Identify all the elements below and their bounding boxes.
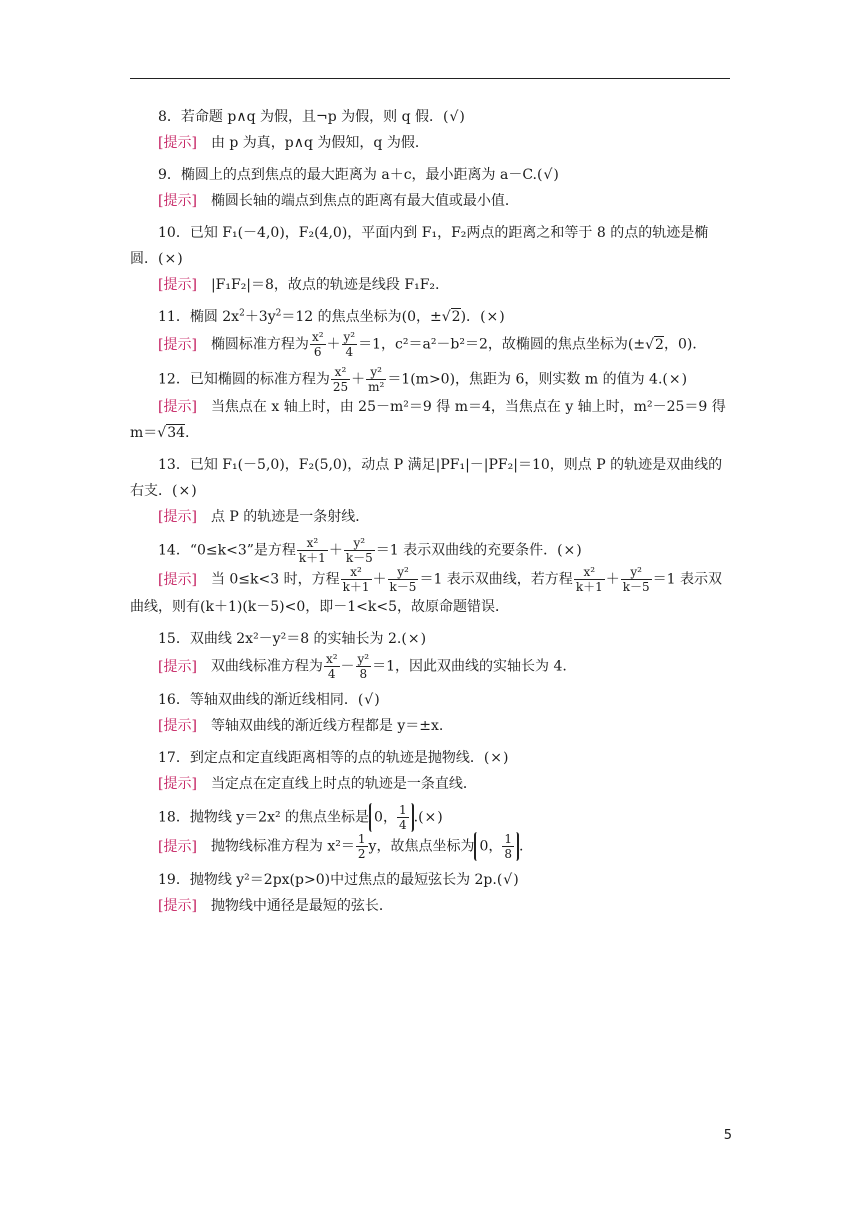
question-text: 19．抛物线 y²＝2px(p>0)中过焦点的最短弦长为 2p. [158,872,497,888]
question-15: 15．双曲线 2x²－y²＝8 的实轴长为 2.(×) [提示] 双曲线标准方程为 $\frac{\text{x²}}{4}$ － $\frac{\text{y²}}{8}$ ＝1，因此双曲线的实轴长为 4. [158,631,567,681]
sqrt-symbol: √2 [645,336,664,353]
question-text: 11．椭圆 2x [158,309,240,325]
hint-text: 由 p 为真，p∧q 为假知，q 为假． [210,135,429,151]
hint-label: [提示] [158,658,197,675]
hint-label: [提示] [158,776,197,792]
hint-label: [提示] [158,838,197,855]
fraction: $\frac{\text{y²}}{8}$ [357,652,370,681]
judgement-mark: (×) [483,750,510,766]
question-text: 13．已知 F₁(－5,0)，F₂(5,0)，动点 P 满足|PF₁|－|PF₂|＝10，则点 P 的轨迹是双曲线的右支． [130,457,723,499]
question-8 [130,104,730,156]
hint-text: ＝1 表示双 [652,571,723,588]
question-18: 18．抛物线 y＝2x² 的焦点坐标是 0， $\frac{1}{4}$ .(×) [提示] 抛物线标准方程为 x²＝ $\frac{1}{2}$ y，故焦点坐标为 0， $\frac{1}{8}$ . [158,803,524,861]
document-body [130,98,730,919]
hint-text: 抛物线标准方程为 x²＝ [210,838,355,855]
hint-text: 双曲线标准方程为 [210,658,323,675]
hint-text: y，故焦点坐标为 [368,838,475,855]
hint-text: ＝1，因此双曲线的实轴长为 4. [372,658,567,675]
question-17 [130,745,730,797]
hint-text: ＝1 表示双曲线，若方程 [419,571,573,588]
question-text: ＝1(m>0)，焦距为 6，则实数 m 的值为 4. [387,371,663,388]
question-19 [130,867,730,919]
question-text: )． [460,309,481,325]
hint-text: 点 P 的轨迹是一条射线． [210,509,370,525]
judgement-mark: (×) [158,251,184,267]
question-text: 14．“0≤k<3”是方程 [158,542,296,559]
fraction: $\frac{\text{x²}}{k+1}$ [342,565,370,594]
judgement-mark: (×) [172,483,198,499]
bracket-expression: 0， $\frac{1}{4}$ [369,803,414,832]
hint-text: 等轴双曲线的渐近线方程都是 y＝±x. [210,718,444,734]
judgement-mark: (√) [496,872,520,888]
fraction: $\frac{\text{y²}}{4}$ [343,330,356,359]
fraction: $\frac{1}{2}$ [357,832,366,861]
question-text: 17．到定点和定直线距离相等的点的轨迹是抛物线． [158,750,484,766]
hint-text: 当 0≤k<3 时，方程 [210,571,340,588]
hint-text: 抛物线中通径是最短的弦长． [210,898,393,914]
hint-text: 当焦点在 x 轴上时，由 25－m²＝9 得 m＝4，当焦点在 y 轴上时，m²－25＝9 得 [210,399,726,415]
hint-label: [提示] [158,898,197,914]
question-9 [130,162,730,214]
fraction: $\frac{\text{x²}}{k+1}$ [575,565,603,594]
question-text: ＝12 的焦点坐标为(0，± [281,309,442,325]
fraction: $\frac{\text{y²}}{k-5}$ [622,565,650,594]
judgement-mark: (√) [442,109,466,125]
hint-label: [提示] [158,135,197,151]
page-number: 5 [723,1128,732,1143]
fraction: $\frac{\text{y²}}{k-5}$ [345,536,373,565]
question-10 [130,220,730,298]
hint-label: [提示] [158,718,197,734]
fraction: $\frac{\text{x²}}{4}$ [325,652,338,681]
judgement-mark: (×) [418,809,444,826]
hint-text: 当定点在定直线上时点的轨迹是一条直线． [210,776,477,792]
judgement-mark: (×) [557,542,583,559]
fraction: $\frac{\text{y²}}{\text{m²}}$ [368,365,385,394]
hint-text: |F₁F₂|＝8，故点的轨迹是线段 F₁F₂. [210,277,440,293]
hint-text: 椭圆标准方程为 [210,336,309,353]
fraction: $\frac{\text{x²}}{25}$ [332,365,349,394]
judgement-mark: (×) [480,309,506,325]
fraction: $\frac{\text{x²}}{6}$ [311,330,324,359]
judgement-mark: (×) [662,371,689,388]
question-13 [130,452,730,530]
sqrt-symbol: √34 [157,425,186,441]
question-text: 15．双曲线 2x²－y²＝8 的实轴长为 2. [158,631,402,647]
fraction: $\frac{\text{y²}}{k-5}$ [389,565,417,594]
hint-text: 曲线，则有(k＋1)(k－5)<0，即－1<k<5，故原命题错误． [130,599,510,615]
question-text: ＋3y [244,309,276,325]
question-14: 14．“0≤k<3”是方程 $\frac{\text{x²}}{k+1}$ ＋ $\frac{\text{y²}}{k-5}$ ＝1 表示双曲线的充要条件．(×) [提示] 当 0≤k<3 时，方程 $\frac{\text{x²}}{k+1}$ ＋ $\frac{\text{y²}}{k-5}$ ＝1 表示双曲线，若方程 $\frac{\text{x²}}{k+1}$ ＋ $\frac{\text{y²}}{k-5}$ ＝1 表示双 曲线，则有(k＋1)(k－5)<0，即－1<k<5，故原命题错误． [130,536,723,615]
hint-label: [提示] [158,509,197,525]
question-11: 11．椭圆 $2x^2+3y^2=12$ 的焦点坐标为(0，±√2)．(×) [提示] 椭圆标准方程为 $\frac{\text{x²}}{6}$ ＋ $\frac{\text{y²}}{4}$ ＝1，c²＝a²－b²＝2，故椭圆的焦点坐标为(±√2，0)． [130,304,730,359]
judgement-mark: (√) [357,692,381,708]
question-12: 12．已知椭圆的标准方程为 $\frac{\text{x²}}{25}$ ＋ $\frac{\text{y²}}{\text{m²}}$ ＝1(m>0)，焦距为 6，则实数 m 的值为 4.(×) [提示] 当焦点在 x 轴上时，由 25－m²＝9 得 m＝4，当焦点在 y 轴上时，m²－25＝9 得 m＝√34. [130,365,730,446]
judgement-mark: (√) [537,167,560,183]
question-text: 12．已知椭圆的标准方程为 [158,371,330,388]
hint-label: [提示] [158,336,197,353]
fraction: $\frac{\text{x²}}{k+1}$ [298,536,326,565]
question-16 [130,687,730,739]
question-text: 8．若命题 p∧q 为假，且¬p 为假，则 q 假． [158,109,443,125]
hint-label: [提示] [158,571,197,588]
question-text: 10．已知 F₁(－4,0)，F₂(4,0)，平面内到 F₁，F₂两点的距离之和等于 8 的点的轨迹是椭圆． [130,225,709,267]
judgement-mark: (×) [401,631,428,647]
question-text: 18．抛物线 y＝2x² 的焦点坐标是 [158,809,370,826]
hint-text: 椭圆长轴的端点到焦点的距离有最大值或最小值． [210,193,519,209]
hint-label: [提示] [158,277,197,293]
sqrt-symbol: √2 [441,309,461,325]
header-rule [130,78,730,79]
hint-label: [提示] [158,399,197,415]
question-text: 16．等轴双曲线的渐近线相同． [158,692,358,708]
hint-text: ，0)． [663,336,707,353]
question-text: 9．椭圆上的点到焦点的最大距离为 a＋c，最小距离为 a－C. [158,167,538,183]
bracket-expression: 0， $\frac{1}{8}$ [474,832,519,861]
hint-text: m＝ [130,425,158,441]
hint-text: ＝1，c²＝a²－b²＝2，故椭圆的焦点坐标为(± [358,336,646,353]
hint-label: [提示] [158,193,197,209]
question-text: ＝1 表示双曲线的充要条件． [375,542,558,559]
